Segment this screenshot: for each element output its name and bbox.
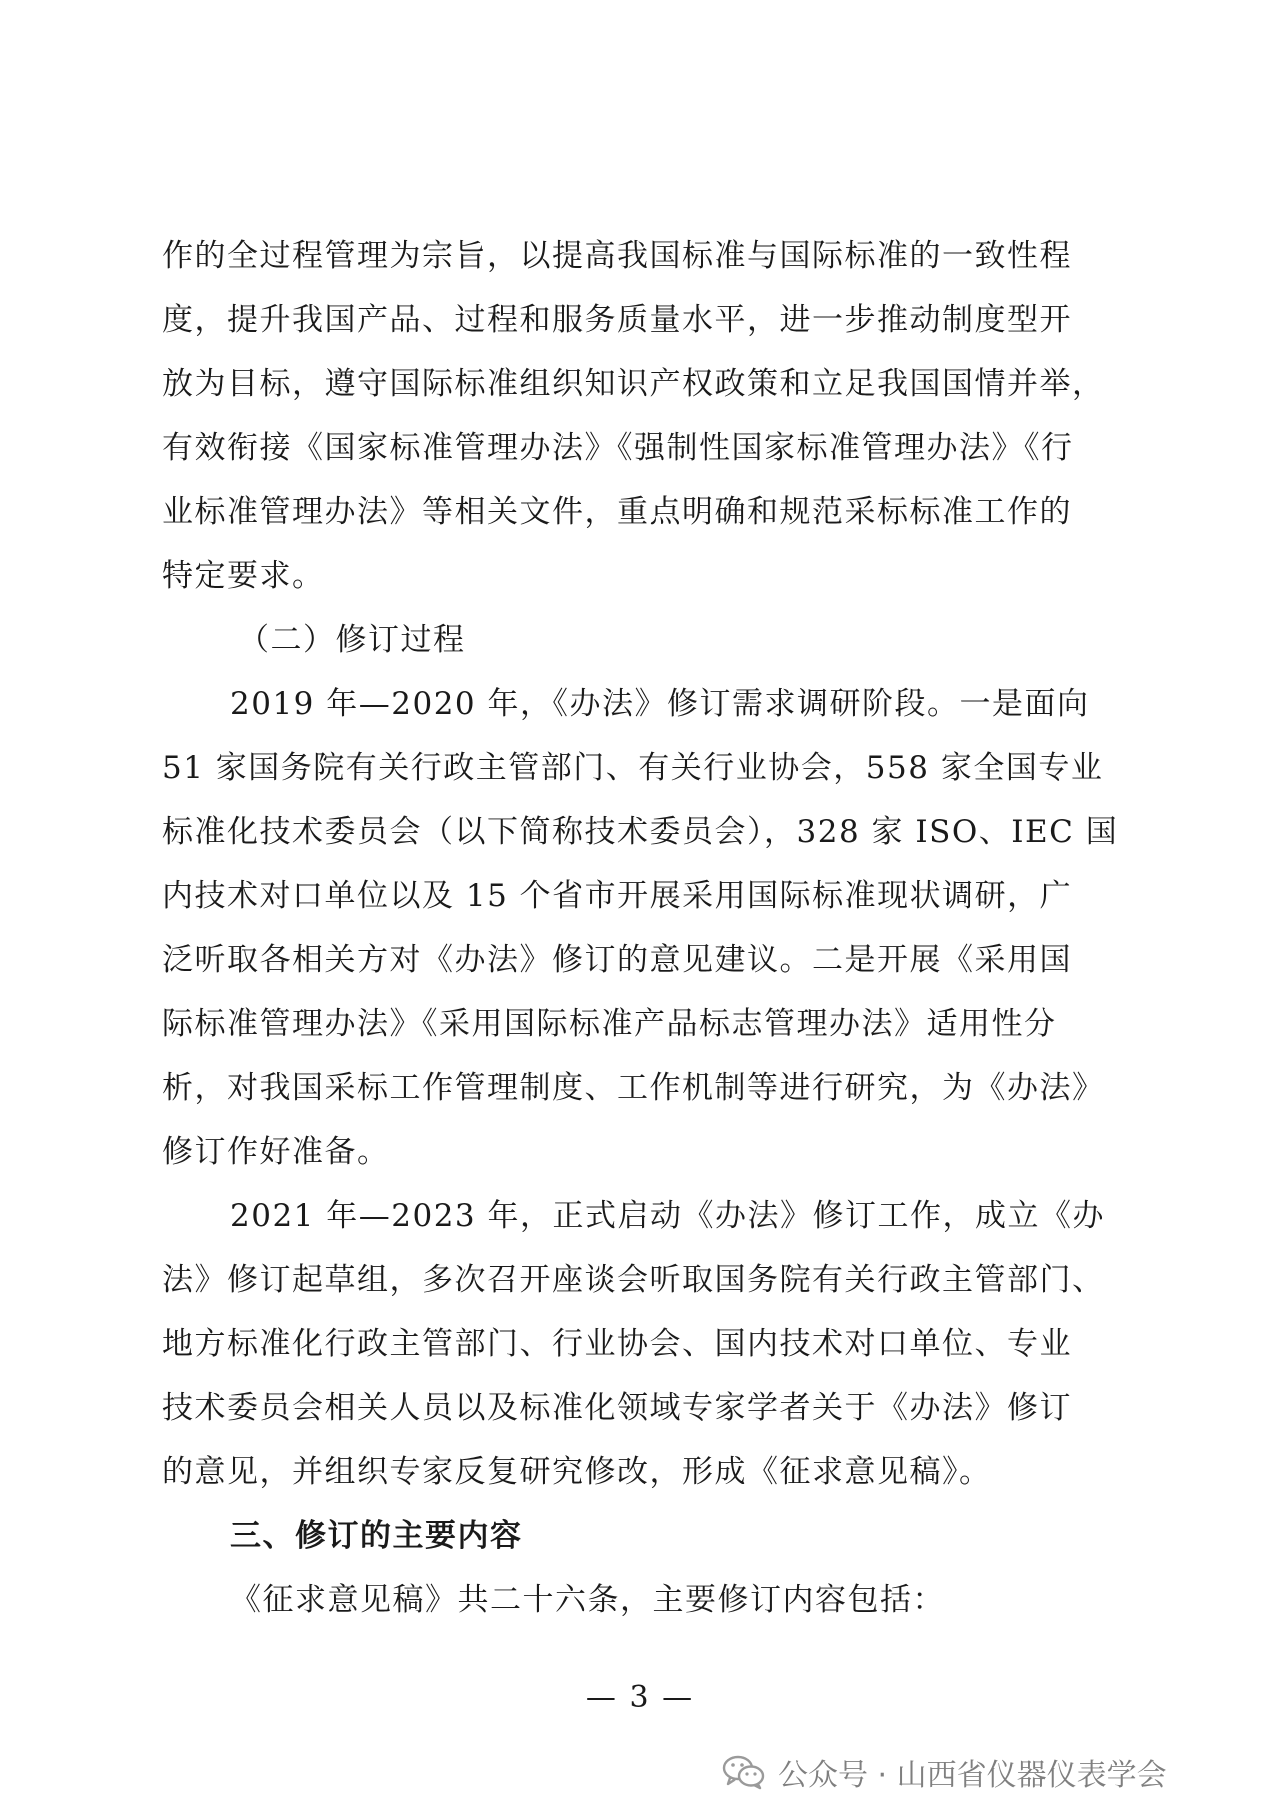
paragraph-line: 内技术对口单位以及 15 个省市开展采用国际标准现状调研，广	[162, 878, 1073, 914]
page-number: — 3 —	[585, 1680, 695, 1715]
paragraph-line: 51 家国务院有关行政主管部门、有关行业协会，558 家全国专业	[162, 750, 1104, 786]
paragraph-line: 析，对我国采标工作管理制度、工作机制等进行研究，为《办法》	[162, 1070, 1105, 1106]
paragraph-line: 2021 年—2023 年，正式启动《办法》修订工作，成立《办	[230, 1198, 1105, 1234]
paragraph-line: 标准化技术委员会（以下简称技术委员会），328 家 ISO、IEC 国	[162, 814, 1119, 850]
section-heading: 三、修订的主要内容	[230, 1518, 523, 1554]
paragraph-line: 泛听取各相关方对《办法》修订的意见建议。二是开展《采用国	[162, 942, 1072, 978]
paragraph-line: 2019 年—2020 年，《办法》修订需求调研阶段。一是面向	[230, 686, 1090, 722]
paragraph-line: 有效衔接《国家标准管理办法》《强制性国家标准管理办法》《行	[162, 430, 1074, 466]
paragraph-line: 地方标准化行政主管部门、行业协会、国内技术对口单位、专业	[162, 1326, 1072, 1362]
wechat-icon	[722, 1754, 766, 1790]
paragraph-line: 《征求意见稿》共二十六条，主要修订内容包括：	[230, 1582, 945, 1618]
paragraph-line: 特定要求。	[162, 558, 325, 594]
paragraph-line: 度，提升我国产品、过程和服务质量水平，进一步推动制度型开	[162, 302, 1072, 338]
paragraph-line: 作的全过程管理为宗旨，以提高我国标准与国际标准的一致性程	[162, 238, 1072, 274]
paragraph-line: 技术委员会相关人员以及标准化领域专家学者关于《办法》修订	[162, 1390, 1072, 1426]
paragraph-line: 放为目标，遵守国际标准组织知识产权政策和立足我国国情并举，	[162, 366, 1105, 402]
paragraph-line: 修订作好准备。	[162, 1134, 390, 1170]
section-subheading: （二）修订过程	[238, 622, 466, 658]
paragraph-line: 业标准管理办法》等相关文件，重点明确和规范采标标准工作的	[162, 494, 1072, 530]
paragraph-line: 法》修订起草组，多次召开座谈会听取国务院有关行政主管部门、	[162, 1262, 1105, 1298]
watermark	[722, 1752, 1167, 1792]
paragraph-line: 际标准管理办法》《采用国际标准产品标志管理办法》适用性分	[162, 1006, 1057, 1042]
paragraph-line: 的意见，并组织专家反复研究修改，形成《征求意见稿》。	[162, 1454, 992, 1490]
watermark-text: 公众号 · 山西省仪器仪表学会	[778, 1758, 1167, 1793]
